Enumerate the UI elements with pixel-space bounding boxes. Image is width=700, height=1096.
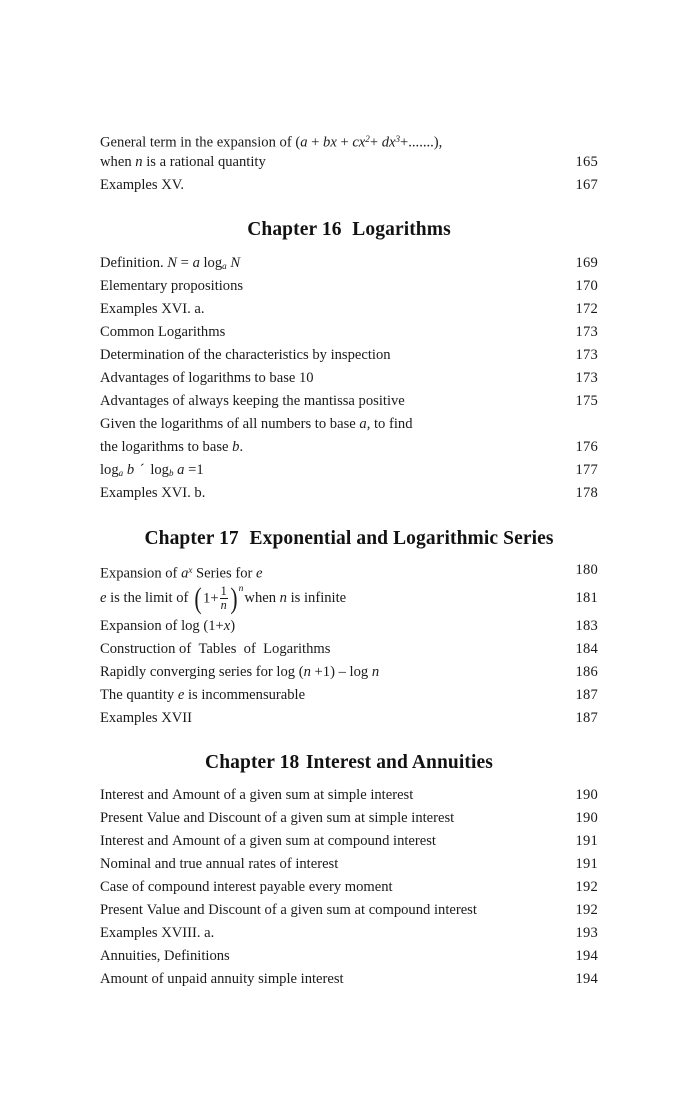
text-run: General term in the expansion of ( [100,134,301,151]
text-run: Determination of the characteristics by inspection [100,347,391,363]
toc-entry-label [100,321,225,344]
text-run: Advantages of logarithms to base 10 [100,370,314,386]
math-var: dx [381,134,396,151]
math-var: N [167,255,178,271]
text-run: Expansion of log (1+ [100,618,224,634]
text-run: log [199,255,223,271]
toc-entry[interactable] [100,615,598,638]
toc-entry-page-number: 190 [575,810,598,826]
toc-entry[interactable] [100,922,598,945]
text-run: +1) – log [310,664,372,680]
toc-entry-label [100,390,405,413]
text-run: Interest and Amount of a given sum at compound interest [100,833,436,849]
spacer [100,730,598,752]
math-superscript: x [188,565,193,575]
text-run: Nominal and true annual rates of interest [100,856,339,872]
toc-entry-label [100,482,205,505]
toc-entry-label [100,174,184,197]
text-run: Interest and Amount of a given sum at simple interest [100,787,414,803]
toc-entry[interactable] [100,459,598,482]
toc-entry[interactable] [100,968,598,991]
toc-entry[interactable] [100,582,598,615]
toc-entry-page-number: 180 [575,562,598,578]
text-run: + [307,134,324,151]
toc-entry-label [100,615,235,638]
toc-entry-label [100,661,379,684]
toc-entry-page-number: 173 [575,324,598,340]
toc-entry-label [100,436,243,459]
toc-entry[interactable] [100,367,598,390]
toc-entry-page-number: 191 [575,856,598,872]
text-run: Examples XVI. b. [100,485,206,501]
text-run: Common Logarithms [100,324,226,340]
toc-entry[interactable] [100,661,598,684]
toc-entry-page-number: 192 [575,879,598,895]
spacer [100,550,598,559]
toc-entry[interactable] [100,151,598,174]
toc-entry[interactable] [100,390,598,413]
toc-entry[interactable] [100,853,598,876]
chapter-title: Interest and Annuities [305,752,493,773]
toc-entry-page-number: 186 [575,664,598,680]
fraction [219,585,229,611]
toc-entry-page-number: 172 [575,301,598,317]
left-paren: ( [194,581,202,615]
text-run: Given the logarithms of all numbers to base [100,416,360,432]
formula-inner [203,586,229,612]
text-run: Examples XVII [100,710,192,726]
text-run: ) [230,618,236,634]
toc-entry-page-number: 176 [575,439,598,455]
toc-entry-label [100,344,391,367]
text-run: Examples XV. [100,177,185,193]
spacer [100,774,598,784]
math-var: a [177,462,185,478]
math-var: N [230,255,241,271]
math-var: b [232,439,240,455]
spacer [100,241,598,252]
math-var: n [303,664,311,680]
toc-entry-label [100,413,413,436]
text-run: Rapidly converging series for log ( [100,664,304,680]
toc-entry-label [100,151,266,174]
text-run: Case of compound interest payable every moment [100,879,393,895]
text-run: . [239,439,244,455]
toc-entry-label [100,684,305,707]
toc-entry-label [100,707,192,730]
toc-entry-page-number: 193 [575,925,598,941]
toc-entry-page-number: 194 [575,971,598,987]
chapter-number: Chapter 16 [247,219,342,240]
chapter-heading [100,219,598,241]
toc-entry-page-number: 184 [575,641,598,657]
chapter-heading [100,752,598,774]
toc-entry[interactable] [100,684,598,707]
text-run: =1 [184,462,204,478]
math-var: n [279,590,287,606]
text-run: +.......), [400,134,443,151]
toc-entry-page-number: 191 [575,833,598,849]
math-superscript: 3 [395,134,401,144]
toc-entry[interactable] [100,275,598,298]
toc-entry[interactable] [100,321,598,344]
text-run: is infinite [286,590,347,606]
toc-entry[interactable] [100,830,598,853]
text-run: Expansion of [100,565,182,582]
toc-entry-label [100,853,338,876]
text-run: log [150,462,169,478]
fraction-numerator: 1 [220,584,227,599]
text-run: Examples XVIII. a. [100,925,215,941]
toc-entry-page-number: 178 [575,485,598,501]
continued-entries [100,128,598,197]
toc-entry-page-number: 169 [575,255,598,271]
text-run: is the limit of [106,590,193,606]
math-var: b [126,462,135,478]
toc-entry-label [100,945,230,968]
toc-entry-page-number: 183 [575,618,598,634]
toc-entry[interactable] [100,638,598,661]
formula-base: 1+ [203,590,219,606]
toc-entry-page-number: 192 [575,902,598,918]
math-var: cx [352,134,366,151]
text-run: Series for [192,565,257,582]
chapter-title: Logarithms [352,219,451,240]
right-paren: ) [230,581,238,615]
text-run: Definition. [100,255,168,271]
toc-entry[interactable] [100,482,598,505]
toc-entry-label [100,367,314,390]
toc-entry[interactable] [100,344,598,367]
toc-entry[interactable] [100,899,598,922]
toc-entry[interactable] [100,784,598,807]
toc-entry-page-number: 190 [575,787,598,803]
toc-entry-label [100,784,413,807]
text-run: log [100,462,119,478]
math-var: bx [323,134,337,151]
math-var: x [223,618,231,634]
math-var: a [300,134,308,151]
toc-entry[interactable] [100,413,598,436]
math-var: n [371,664,380,680]
math-subscript: b [168,467,174,478]
math-var: a [359,416,367,432]
text-run: Advantages of always keeping the mantissa positive [100,393,405,409]
toc-entry-page-number: 175 [575,393,598,409]
chapter-title: Exponential and Logarithmic Series [249,528,554,549]
text-run: when [100,154,136,170]
spacer [100,505,598,528]
text-run: Examples XVI. a. [100,301,205,317]
text-run: Present Value and Discount of a given sum at compound interest [100,902,477,918]
text-run: Annuities, Definitions [100,948,230,964]
toc-entry-page-number: 181 [575,590,598,606]
toc-entry[interactable] [100,876,598,899]
chapter-number: Chapter 17 [144,528,239,549]
chapter-entry-list [100,252,598,505]
toc-entry-page-number: 165 [575,154,598,170]
toc-entry-label [100,968,344,991]
toc-entry[interactable] [100,128,598,151]
chapter-heading [100,528,598,550]
toc-entry-page-number: 187 [575,710,598,726]
math-var: e [100,590,107,606]
toc-entry-label [100,922,214,945]
formula-exponent: n [238,583,244,594]
text-run: + [336,134,353,151]
math-subscript: a [118,467,124,478]
toc-entry-page-number: 194 [575,948,598,964]
fraction-denominator: n [220,597,227,612]
text-run: = [177,255,193,271]
text-run: is a rational quantity [142,154,266,170]
text-run: Construction of Tables of Logarithms [100,641,331,657]
toc-entry-label [100,807,454,830]
math-var: a [192,255,200,271]
math-var: n [135,154,143,170]
text-run: Elementary propositions [100,278,244,294]
chapter-number: Chapter 18 [205,752,300,773]
chapter-blocks [100,197,598,991]
toc-entry-page-number: 173 [575,347,598,363]
toc-entry[interactable] [100,252,598,275]
toc-entry-label [100,298,205,321]
toc-entry-page-number: 187 [575,687,598,703]
toc-entry[interactable] [100,707,598,730]
text-run: Present Value and Discount of a given sum at simple interest [100,810,455,826]
text-run: is incommensurable [184,687,306,703]
text-run: Amount of unpaid annuity simple interest [100,971,344,987]
math-superscript: 2 [365,134,370,144]
toc-entry-label [100,582,346,615]
toc-entry-page-number: 177 [575,462,598,478]
toc-body [100,128,598,991]
limit-formula [193,581,244,615]
math-subscript: a [222,260,227,271]
math-var: a [181,565,189,582]
text-run: when [244,590,280,606]
text-run: + [369,134,382,151]
math-var: e [256,565,263,582]
toc-entry[interactable] [100,559,598,582]
chapter-entry-list [100,784,598,991]
toc-entry-label [100,830,436,853]
chapter-entry-list [100,559,598,730]
text-run: , to find [366,416,413,432]
toc-entry-page-number: 167 [575,177,598,193]
spacer [100,197,598,219]
toc-entry[interactable] [100,945,598,968]
toc-entry[interactable] [100,298,598,321]
times-operator: ´ [136,462,149,478]
toc-entry[interactable] [100,807,598,830]
toc-entry[interactable] [100,174,598,197]
text-run: The quantity [100,687,178,703]
text-run: the logarithms to base [100,439,233,455]
math-var: e [177,687,185,703]
toc-entry-label [100,899,477,922]
toc-entry-page-number: 173 [575,370,598,386]
toc-entry-page-number: 170 [575,278,598,294]
toc-entry-label [100,876,393,899]
toc-entry-label [100,275,243,298]
toc-entry-label [100,638,330,661]
toc-entry[interactable] [100,436,598,459]
